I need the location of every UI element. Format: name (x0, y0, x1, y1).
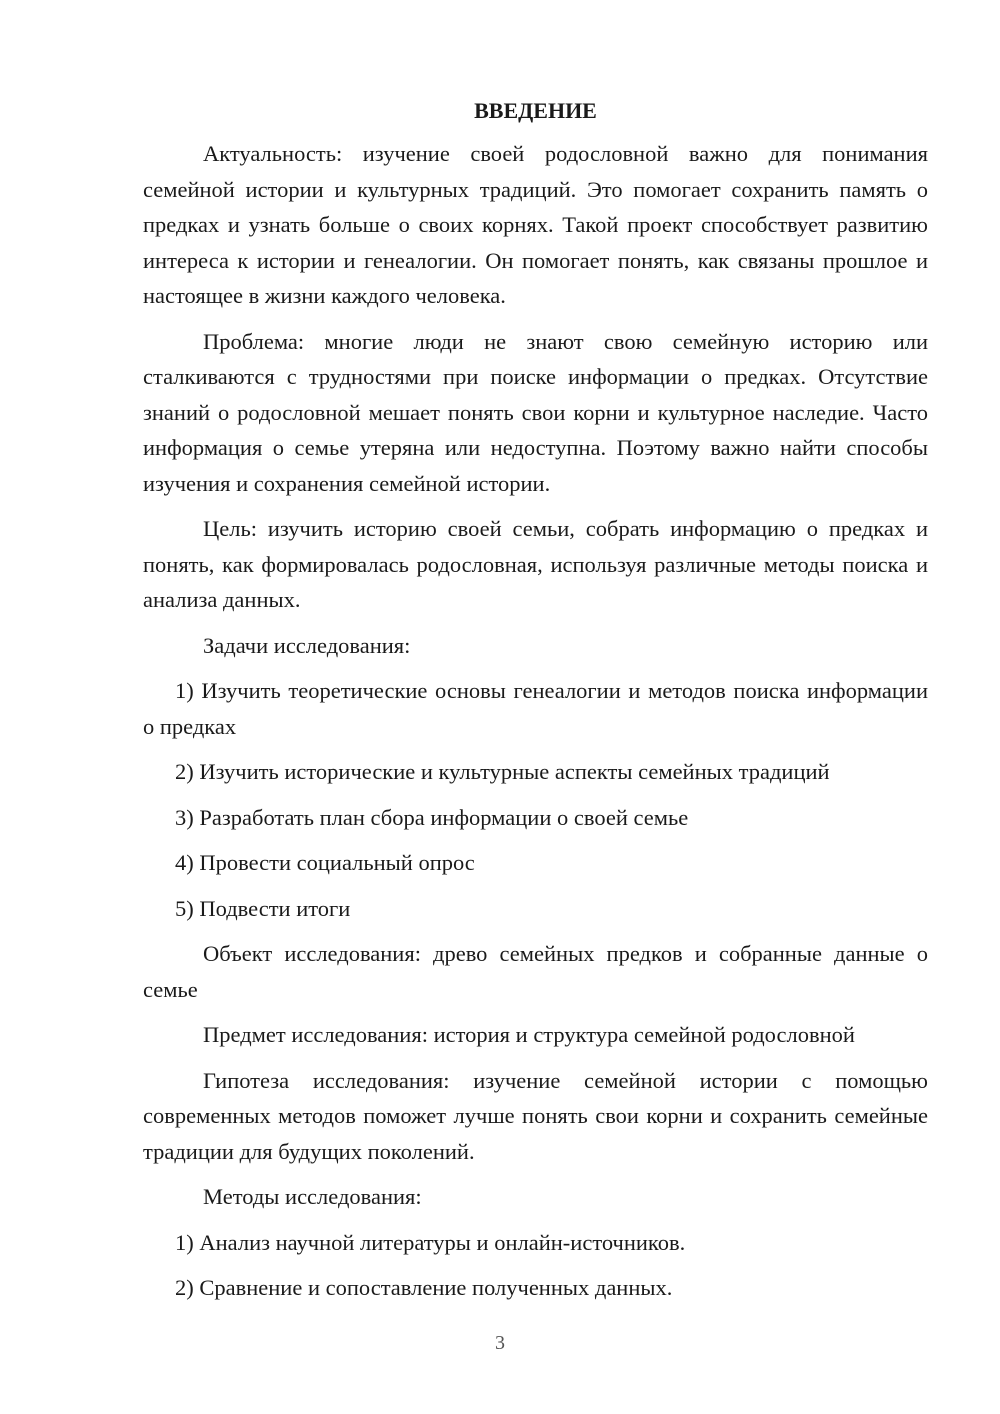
relevance-paragraph: Актуальность: изучение своей родословной важно для понимания семейной истории и культурных традиций. Это помогает сохранить память о предках и узнать больше о своих корнях. Такой проект способствует развитию интереса к истории и генеалогии. Он помогает понять, как связаны прошлое и настоящее в жизни каждого человека. (143, 141, 928, 308)
methods-heading: Методы исследования: (203, 1184, 422, 1209)
goal-paragraph: Цель: изучить историю своей семьи, собрать информацию о предках и понять, как формировалась родословная, используя различные методы поиска и анализа данных. (143, 516, 928, 612)
page-content (143, 96, 928, 1316)
task-item: 2) Изучить исторические и культурные аспекты семейных традиций (175, 759, 830, 784)
hypothesis-paragraph: Гипотеза исследования: изучение семейной истории с помощью современных методов поможет лучше понять свои корни и сохранить семейные традиции для будущих поколений. (143, 1067, 928, 1164)
task-item: 3) Разработать план сбора информации о своей семье (175, 804, 689, 830)
task-item: 5) Подвести итоги (175, 895, 351, 921)
method-item: 2) Сравнение и сопоставление полученных данных. (175, 1275, 673, 1300)
page-title: ВВЕДЕНИЕ (474, 98, 597, 123)
object-paragraph: Объект исследования: древо семейных предков и собранные данные о семье (143, 941, 928, 1002)
task-item: 1) Изучить теоретические основы генеалогии и методов поиска информации о предках (143, 678, 928, 739)
subject-paragraph: Предмет исследования: история и структура семейной родословной (203, 1022, 855, 1047)
task-item: 4) Провести социальный опрос (175, 850, 475, 875)
tasks-heading: Задачи исследования: (203, 632, 411, 658)
problem-paragraph: Проблема: многие люди не знают свою семейную историю или сталкиваются с трудностями при поиске информации о предках. Отсутствие знаний о родословной мешает понять свои корни и культурное наследие. Часто информация о семье утеряна или недоступна. Поэтому важно найти способы изучения и сохранения семейной истории. (143, 328, 928, 496)
method-item: 1) Анализ научной литературы и онлайн-источников. (175, 1229, 686, 1255)
page-number: 3 (495, 1332, 505, 1354)
